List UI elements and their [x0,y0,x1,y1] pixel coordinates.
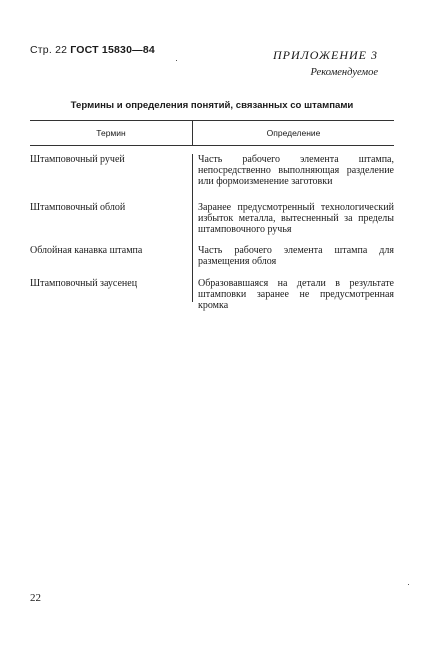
appendix-title: ПРИЛОЖЕНИЕ 3 [273,48,378,62]
table-body [30,154,394,311]
table-row [30,278,394,312]
appendix-block [273,48,378,78]
column-header-term: Термин [96,128,126,138]
definition-cell: Часть рабочего элемента штампа для размещения облоя [198,245,394,268]
scan-speck [408,584,409,585]
page-number: 22 [30,592,41,604]
term-cell: Штамповочный облой [30,201,126,213]
scan-speck [176,60,177,61]
page-prefix: Стр. 22 [30,44,68,56]
table-title: Термины и определения понятий, связанных со штампами [70,100,354,111]
column-divider [192,154,193,302]
table-row [30,245,394,267]
page-header [30,44,155,56]
appendix-status: Рекомендуемое [310,67,378,78]
definition-cell: Образовавшаяся на детали в результате штамповки заранее не предусмотренная кромка [198,277,394,312]
column-header-definition: Определение [192,121,394,145]
table-header [30,120,394,146]
term-cell: Облойная канавка штампа [30,245,143,257]
term-cell: Штамповочный ручей [30,154,125,165]
table-row [30,202,394,236]
definition-cell: Заранее предусмотренный технологический избыток металла, вытесненный за пределы штамповочного ручья [198,201,394,236]
standard-code: ГОСТ 15830—84 [70,44,155,56]
term-cell: Штамповочный заусенец [30,277,138,289]
definition-cell: Часть рабочего элемента штампа, непосредственно выполняющая разделение или формоизменение заготовки [198,154,394,188]
terms-table [30,120,394,311]
table-row [30,154,394,188]
